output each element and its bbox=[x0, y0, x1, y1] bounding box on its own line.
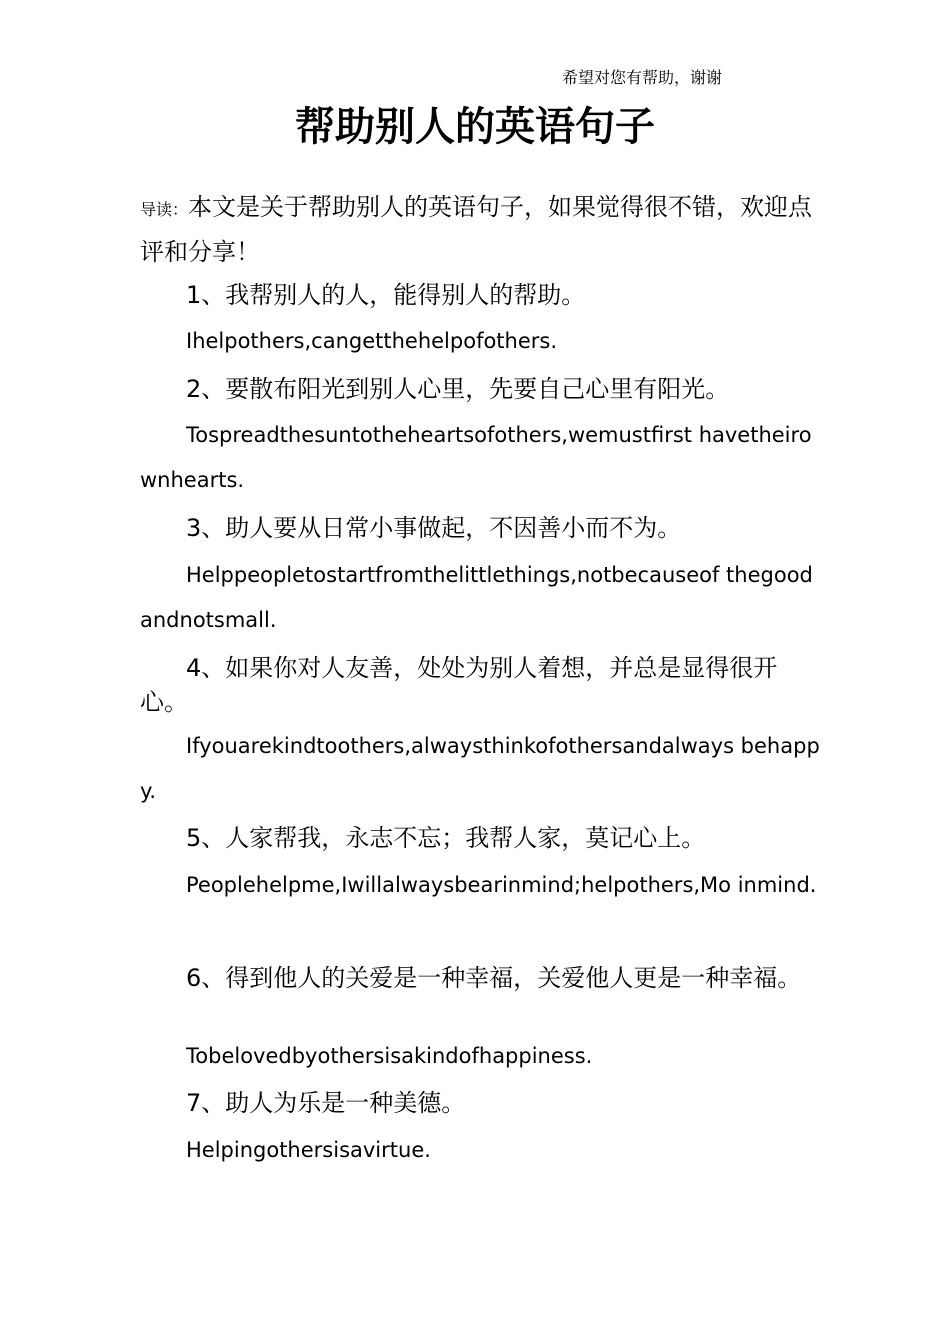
item-5-english: Peoplehelpme,Iwillalwaysbearinmind;helpothers,Mo inmind. bbox=[186, 873, 817, 897]
intro-label: 导读： bbox=[140, 200, 189, 219]
item-3-english: Helppeopletostartfromthelittlethings,notbecauseof thegoodandnotsmall. bbox=[140, 563, 813, 632]
item-4-chinese: 4、如果你对人友善，处处为别人着想，并总是显得很开心。 bbox=[140, 654, 778, 716]
header-note: 希望对您有帮助，谢谢 bbox=[562, 68, 723, 87]
item-6-english: Tobelovedbyothersisakindofhappiness. bbox=[186, 1044, 593, 1068]
page-title: 帮助别人的英语句子 bbox=[295, 103, 655, 150]
item-1-chinese: 1、我帮别人的人，能得别人的帮助。 bbox=[186, 281, 586, 309]
item-4-english: Ifyouarekindtoothers,alwaysthinkofothersandalways behappy. bbox=[140, 734, 820, 803]
item-5-chinese: 5、人家帮我，永志不忘；我帮人家，莫记心上。 bbox=[186, 824, 706, 852]
item-7-chinese: 7、助人为乐是一种美德。 bbox=[186, 1089, 466, 1117]
item-3-chinese: 3、助人要从日常小事做起，不因善小而不为。 bbox=[186, 514, 682, 542]
item-1-english: Ihelpothers,cangetthehelpofothers. bbox=[186, 329, 558, 353]
intro-paragraph bbox=[140, 186, 812, 273]
item-2-english: Tospreadthesuntotheheartsofothers,wemustfirst havetheirownhearts. bbox=[140, 423, 812, 492]
intro-text: 本文是关于帮助别人的英语句子，如果觉得很不错，欢迎点评和分享！ bbox=[140, 193, 813, 266]
item-2-chinese: 2、要散布阳光到别人心里，先要自己心里有阳光。 bbox=[186, 375, 730, 403]
item-7-english: Helpingothersisavirtue. bbox=[186, 1138, 431, 1162]
item-6-chinese: 6、得到他人的关爱是一种幸福，关爱他人更是一种幸福。 bbox=[186, 964, 802, 992]
